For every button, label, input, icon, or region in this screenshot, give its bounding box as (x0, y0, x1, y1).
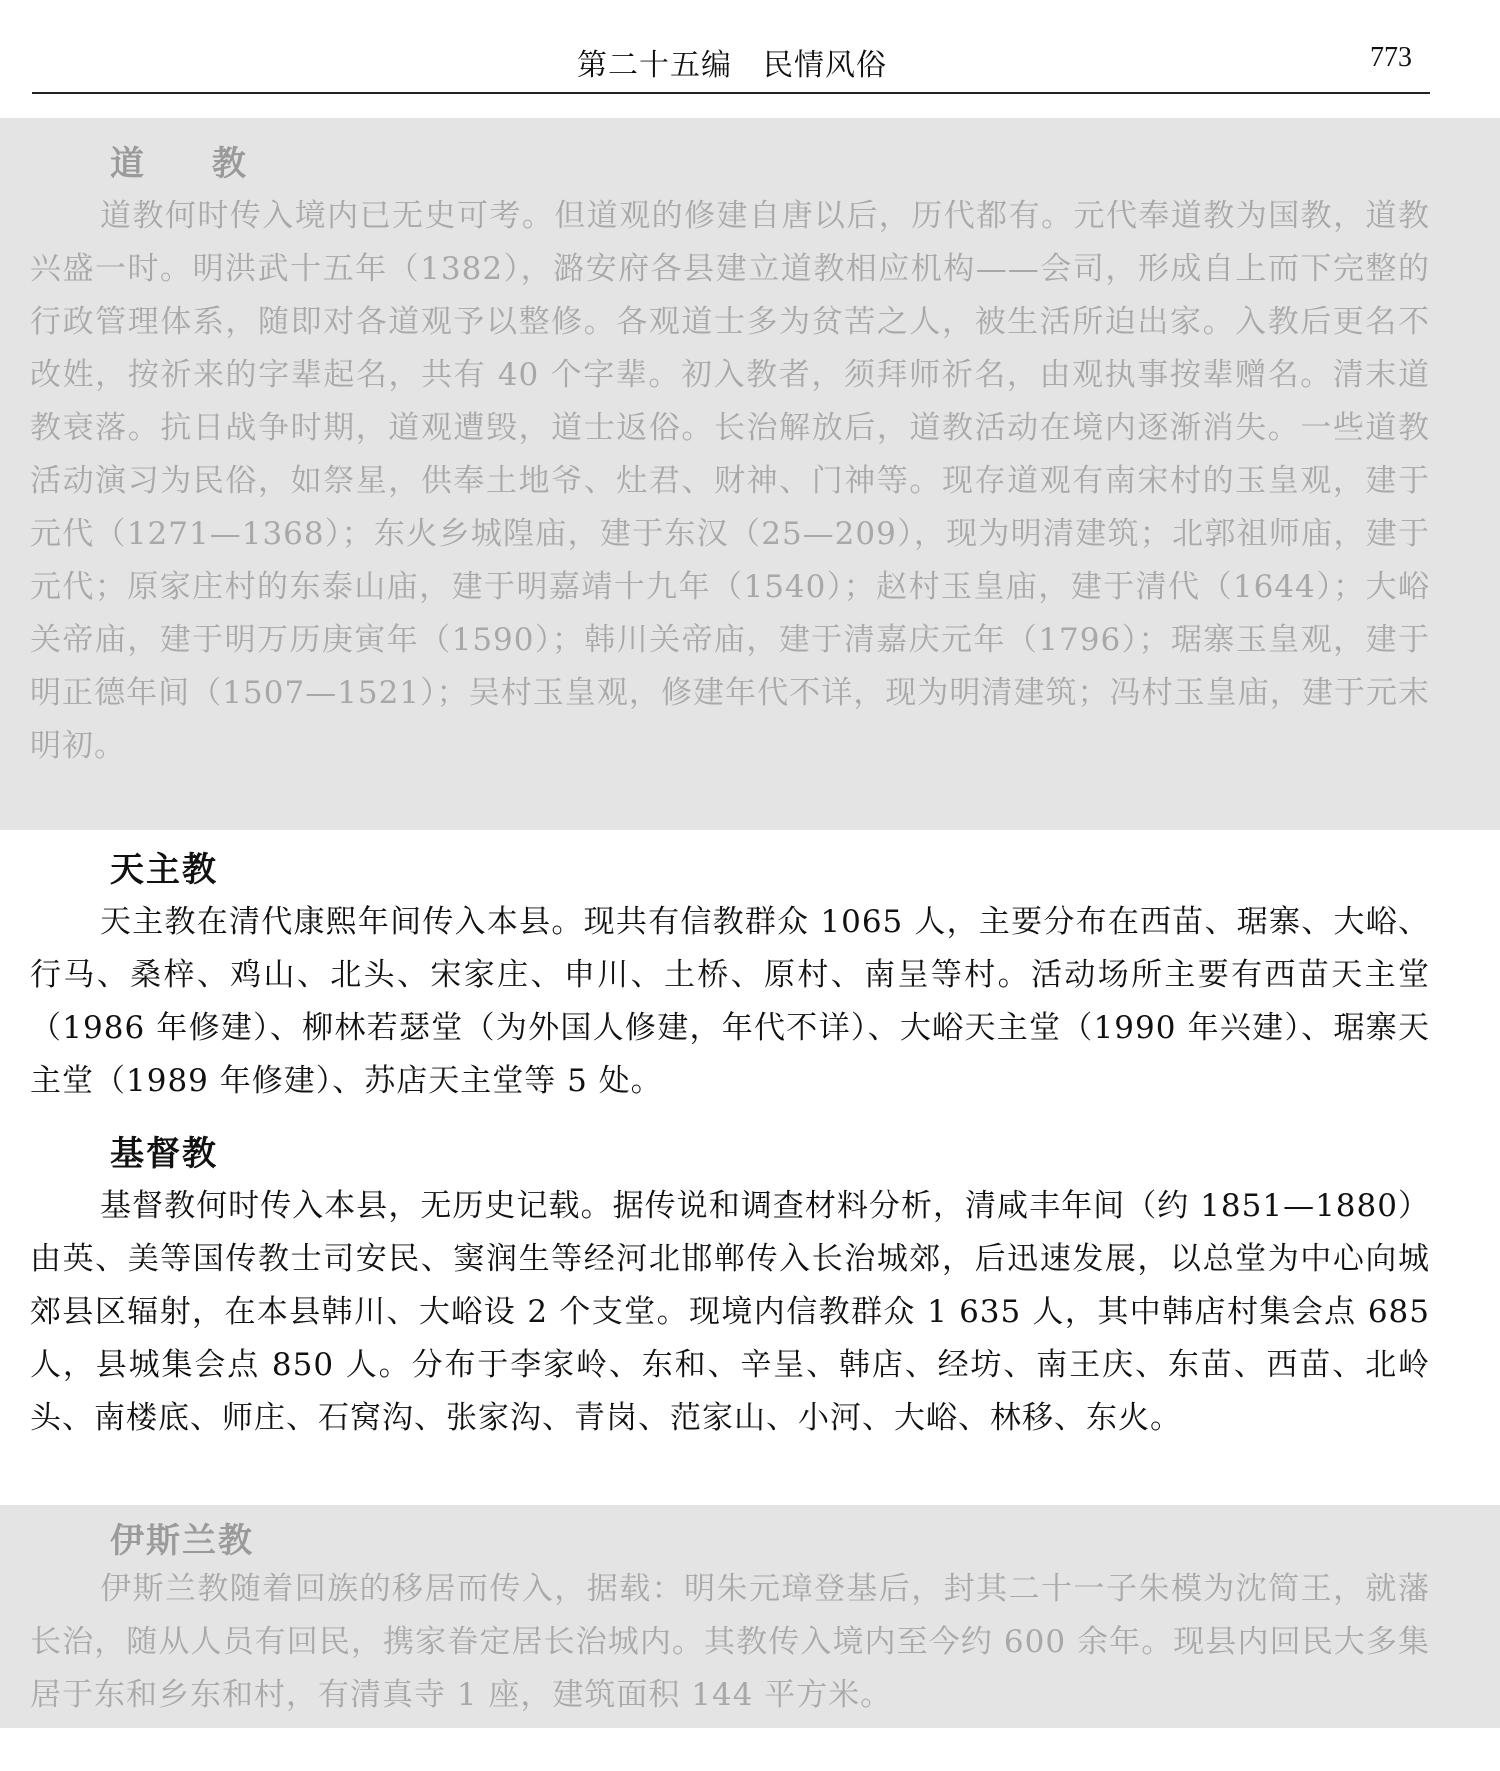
section-daoism (0, 118, 1500, 830)
running-title: 第二十五编 民情风俗 (577, 48, 887, 83)
section-heading-islam: 伊斯兰教 (110, 1521, 254, 1561)
page-header (32, 40, 1432, 92)
section-text-islam: 伊斯兰教随着回族的移居而传入，据载：明朱元璋登基后，封其二十一子朱模为沈简王，就藩长治，随从人员有回民，携家眷定居长治城内。其教传入境内至今约 600 余年。现县内回民大多集居于东和乡东和村，有清真寺 1 座，建筑面积 144 平方米。 (30, 1571, 1430, 1713)
header-rule (32, 92, 1430, 94)
section-catholic (0, 830, 1500, 1120)
section-text-christianity: 基督教何时传入本县，无历史记载。据传说和调查材料分析，清咸丰年间（约 1851—1880）由英、美等国传教士司安民、窦润生等经河北邯郸传入长治城郊，后迅速发展，以总堂为中心向城郊县区辐射，在本县韩川、大峪设 2 个支堂。现境内信教群众 1 635 人，其中韩店村集会点 685 人，县城集会点 850 人。分布于李家岭、东和、辛呈、韩店、经坊、南王庆、东苗、西苗、北岭头、南楼底、师庄、石窝沟、张家沟、青岗、范家山、小河、大峪、林移、东火。 (30, 1188, 1430, 1436)
section-islam (0, 1505, 1500, 1728)
section-christianity (0, 1120, 1500, 1505)
section-text-daoism: 道教何时传入境内已无史可考。但道观的修建自唐以后，历代都有。元代奉道教为国教，道教兴盛一时。明洪武十五年（1382），潞安府各县建立道教相应机构——会司，形成自上而下完整的行政管理体系，随即对各道观予以整修。各观道士多为贫苦之人，被生活所迫出家。入教后更名不改姓，按祈来的字辈起名，共有 40 个字辈。初入教者，须拜师祈名，由观执事按辈赠名。清末道教衰落。抗日战争时期，道观遭毁，道士返俗。长治解放后，道教活动在境内逐渐消失。一些道教活动演习为民俗，如祭星，供奉土地爷、灶君、财神、门神等。现存道观有南宋村的玉皇观，建于元代（1271—1368）；东火乡城隍庙，建于东汉（25—209），现为明清建筑；北郭祖师庙，建于元代；原家庄村的东泰山庙，建于明嘉靖十九年（1540）；赵村玉皇庙，建于清代（1644）；大峪关帝庙，建于明万历庚寅年（1590）；韩川关帝庙，建于清嘉庆元年（1796）；琚寨玉皇观，建于明正德年间（1507—1521）；吴村玉皇观，修建年代不详，现为明清建筑；冯村玉皇庙，建于元末明初。 (30, 198, 1430, 764)
section-heading-christianity: 基督教 (110, 1134, 218, 1174)
section-heading-daoism: 道 教 (110, 144, 274, 184)
section-heading-catholic: 天主教 (110, 850, 218, 890)
section-text-catholic: 天主教在清代康熙年间传入本县。现共有信教群众 1065 人，主要分布在西苗、琚寨、大峪、行马、桑梓、鸡山、北头、宋家庄、申川、土桥、原村、南呈等村。活动场所主要有西苗天主堂（1986 年修建）、柳林若瑟堂（为外国人修建，年代不详）、大峪天主堂（1990 年兴建）、琚寨天主堂（1989 年修建）、苏店天主堂等 5 处。 (30, 904, 1430, 1099)
page-number: 773 (1370, 42, 1412, 73)
